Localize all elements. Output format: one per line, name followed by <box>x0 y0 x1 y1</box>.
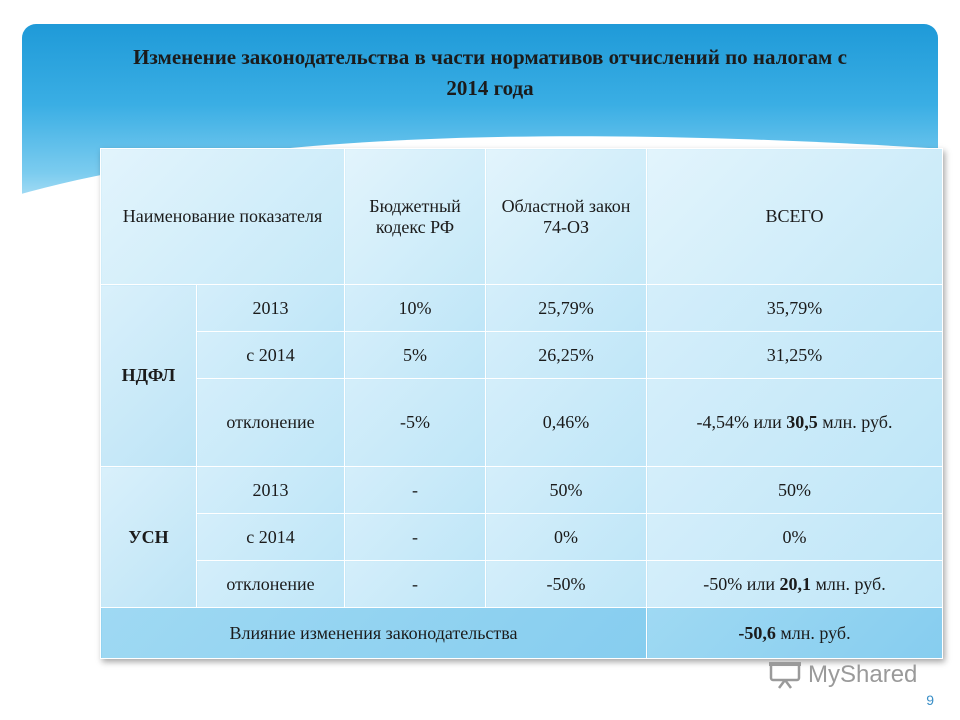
cell-total: -50% или 20,1 млн. руб. <box>647 561 943 608</box>
cell-bk: 10% <box>345 285 486 332</box>
cell-oz: 0% <box>486 514 647 561</box>
cell-bk: -5% <box>345 379 486 467</box>
presentation-board-icon <box>768 660 802 690</box>
cell-total: 31,25% <box>647 332 943 379</box>
table-row <box>101 332 943 379</box>
table-row <box>101 285 943 332</box>
cell-total: -4,54% или 30,5 млн. руб. <box>647 379 943 467</box>
cell-oz: -50% <box>486 561 647 608</box>
header-indicator: Наименование показателя <box>101 149 345 285</box>
cell-total: 0% <box>647 514 943 561</box>
cell-bk: - <box>345 514 486 561</box>
cell-oz: 50% <box>486 467 647 514</box>
row-label: отклонение <box>197 379 345 467</box>
footer-label: Влияние изменения законодательства <box>101 608 647 659</box>
cell-oz: 26,25% <box>486 332 647 379</box>
cell-bk: - <box>345 561 486 608</box>
header-budget-code: Бюджетный кодекс РФ <box>345 149 486 285</box>
row-label: 2013 <box>197 467 345 514</box>
tax-table <box>100 148 943 659</box>
group-usn: УСН <box>101 467 197 608</box>
cell-total: 50% <box>647 467 943 514</box>
cell-bk: 5% <box>345 332 486 379</box>
table-row <box>101 379 943 467</box>
table-header-row <box>101 149 943 285</box>
group-ndfl: НДФЛ <box>101 285 197 467</box>
table-row <box>101 561 943 608</box>
row-label: 2013 <box>197 285 345 332</box>
table-footer-row <box>101 608 943 659</box>
header-total: ВСЕГО <box>647 149 943 285</box>
row-label: отклонение <box>197 561 345 608</box>
cell-total: 35,79% <box>647 285 943 332</box>
cell-oz: 25,79% <box>486 285 647 332</box>
table-row <box>101 467 943 514</box>
row-label: с 2014 <box>197 332 345 379</box>
footer-value: -50,6 млн. руб. <box>647 608 943 659</box>
row-label: с 2014 <box>197 514 345 561</box>
header-regional-law: Областной закон 74-ОЗ <box>486 149 647 285</box>
cell-bk: - <box>345 467 486 514</box>
watermark <box>768 660 917 690</box>
cell-oz: 0,46% <box>486 379 647 467</box>
table-row <box>101 514 943 561</box>
page-number: 9 <box>926 692 934 708</box>
watermark-text: MyShared <box>808 661 918 688</box>
slide-title: Изменение законодательства в части нормативов отчислений по налогам с 2014 года <box>133 45 847 100</box>
